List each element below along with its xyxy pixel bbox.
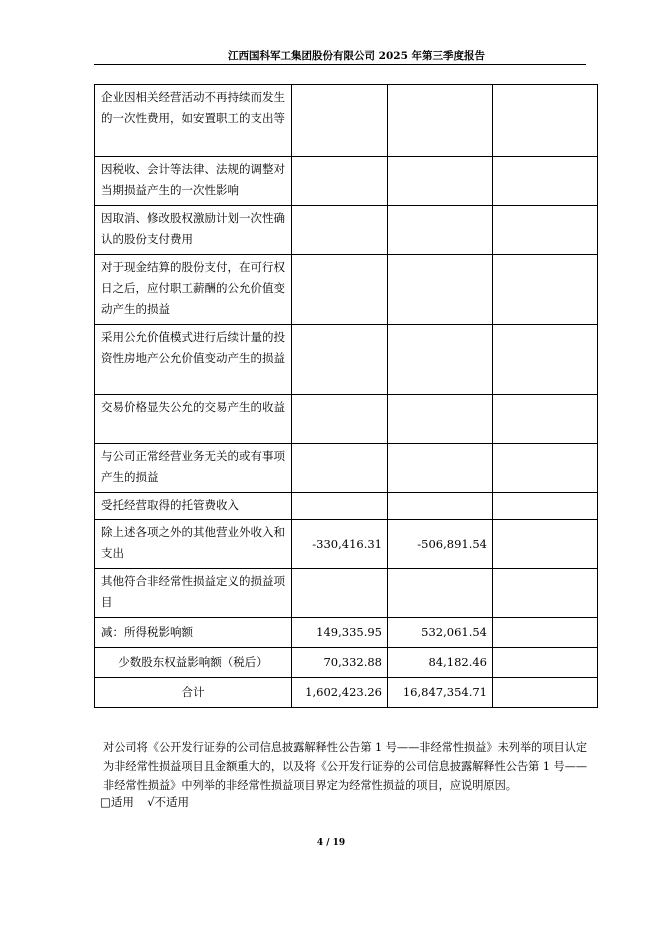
row-label: 合计	[95, 678, 292, 708]
cell-value	[292, 157, 388, 206]
not-applicable-option[interactable]: √不适用	[147, 795, 190, 809]
cell-value	[493, 618, 598, 648]
cell-value	[493, 255, 598, 325]
cell-value	[493, 648, 598, 678]
cell-value	[493, 395, 598, 444]
table-row	[95, 678, 598, 708]
cell-value	[292, 444, 388, 493]
page-number: 4 / 19	[316, 838, 346, 848]
table-row	[95, 569, 598, 618]
row-label: 因税收、会计等法律、法规的调整对当期损益产生的一次性影响	[95, 157, 292, 206]
table-row	[95, 648, 598, 678]
cell-value	[493, 325, 598, 395]
table-row	[95, 520, 598, 569]
explanation-note: 对公司将《公开发行证券的公司信息披露解释性公告第 1 号——非经常性损益》未列举的项目认定为非经常性损益项目且金额重大的，以及将《公开发行证券的公司信息披露解释性公告第 1 号——非经常性损益》中列举的非经常性损益项目界定为经常性损益的项目，应说明原因。	[103, 741, 588, 792]
cell-value: 532,061.54	[388, 618, 493, 648]
cell-value: 149,335.95	[292, 618, 388, 648]
cell-value	[493, 678, 598, 708]
cell-value	[292, 206, 388, 255]
cell-value	[493, 157, 598, 206]
row-label: 除上述各项之外的其他营业外收入和支出	[95, 520, 292, 569]
row-label: 交易价格显失公允的交易产生的收益	[95, 395, 292, 444]
table-row	[95, 395, 598, 444]
cell-value	[388, 255, 493, 325]
cell-value: 84,182.46	[388, 648, 493, 678]
cell-value	[388, 493, 493, 520]
cell-value	[493, 569, 598, 618]
non-recurring-gains-table	[94, 84, 598, 708]
row-label: 企业因相关经营活动不再持续而发生的一次性费用，如安置职工的支出等	[95, 85, 292, 157]
cell-value: 16,847,354.71	[388, 678, 493, 708]
cell-value: 70,332.88	[292, 648, 388, 678]
cell-value	[493, 493, 598, 520]
cell-value: -330,416.31	[292, 520, 388, 569]
row-label: 采用公允价值模式进行后续计量的投资性房地产公允价值变动产生的损益	[95, 325, 292, 395]
table-row	[95, 493, 598, 520]
table-row	[95, 157, 598, 206]
report-header-title: 江西国科军工集团股份有限公司 2025 年第三季度报告	[228, 50, 486, 62]
row-label: 其他符合非经常性损益定义的损益项目	[95, 569, 292, 618]
cell-value	[292, 395, 388, 444]
table-row	[95, 325, 598, 395]
cell-value	[388, 569, 493, 618]
cell-value	[493, 520, 598, 569]
applicability-options	[100, 794, 189, 810]
table-row	[95, 206, 598, 255]
cell-value	[388, 85, 493, 157]
cell-value	[292, 85, 388, 157]
cell-value	[388, 206, 493, 255]
table-row	[95, 618, 598, 648]
cell-value	[388, 395, 493, 444]
cell-value	[493, 85, 598, 157]
table-row	[95, 255, 598, 325]
applicable-option[interactable]: □适用	[100, 795, 134, 809]
cell-value	[292, 325, 388, 395]
row-label: 与公司正常经营业务无关的或有事项产生的损益	[95, 444, 292, 493]
cell-value	[292, 255, 388, 325]
row-label: 对于现金结算的股份支付，在可行权日之后，应付职工薪酬的公允价值变动产生的损益	[95, 255, 292, 325]
header-divider	[94, 64, 586, 65]
cell-value	[292, 569, 388, 618]
row-label: 少数股东权益影响额（税后）	[95, 648, 292, 678]
cell-value	[493, 444, 598, 493]
row-label: 因取消、修改股权激励计划一次性确认的股份支付费用	[95, 206, 292, 255]
table-row	[95, 85, 598, 157]
row-label: 减：所得税影响额	[95, 618, 292, 648]
cell-value	[388, 444, 493, 493]
cell-value: 1,602,423.26	[292, 678, 388, 708]
table-row	[95, 444, 598, 493]
cell-value	[388, 157, 493, 206]
cell-value	[292, 493, 388, 520]
cell-value: -506,891.54	[388, 520, 493, 569]
row-label: 受托经营取得的托管费收入	[95, 493, 292, 520]
cell-value	[388, 325, 493, 395]
cell-value	[493, 206, 598, 255]
